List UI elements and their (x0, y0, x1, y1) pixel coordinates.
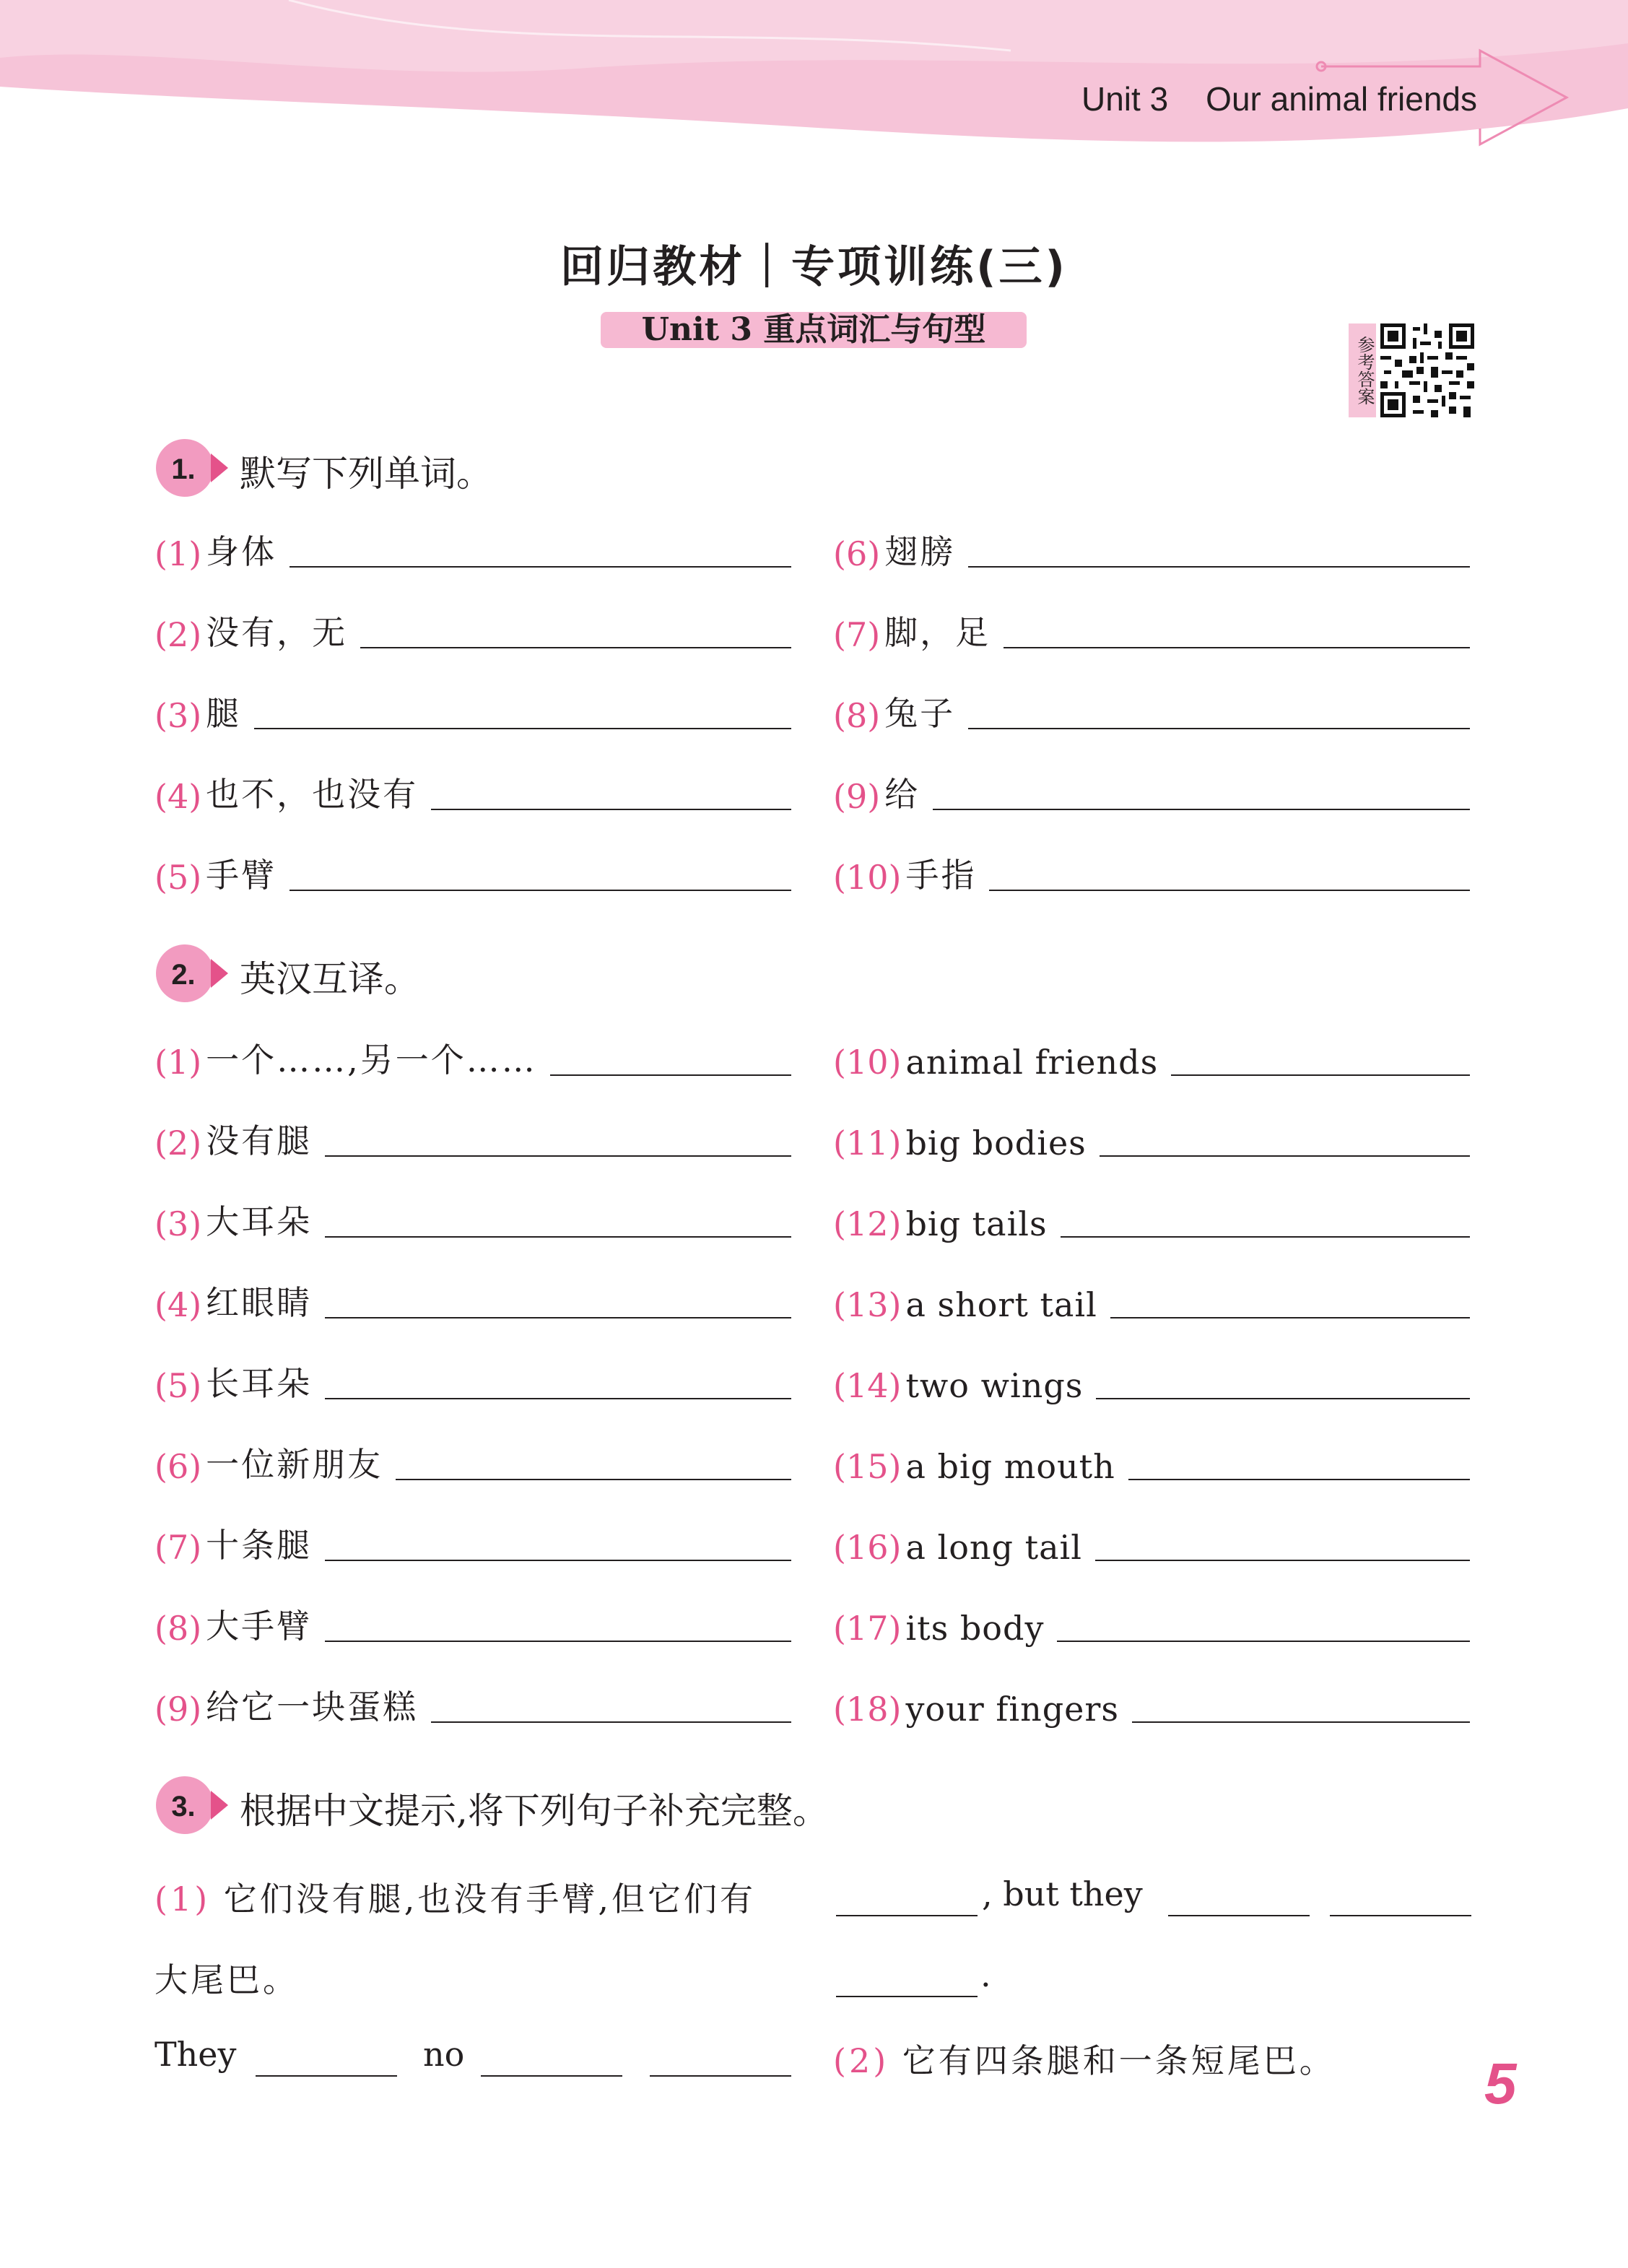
item-number: (6) (833, 534, 881, 573)
s1-item-10 (833, 853, 1470, 897)
s1-item-7 (833, 611, 1470, 654)
item-number: (12) (833, 1204, 902, 1243)
item-prompt: 手指 (905, 856, 977, 895)
item-number: (9) (833, 777, 881, 816)
item-prompt: 身体 (206, 532, 277, 571)
answer-line[interactable] (1132, 1721, 1470, 1723)
item-number: (8) (154, 1609, 202, 1648)
qr-code-icon[interactable] (1380, 323, 1474, 417)
answer-line[interactable] (1061, 1236, 1470, 1238)
item-prompt: a long tail (905, 1528, 1082, 1567)
s3-q1-blank-4[interactable] (836, 1915, 978, 1916)
item-number: (8) (833, 696, 881, 735)
item-prompt: 给 (884, 775, 920, 814)
item-prompt: its body (905, 1609, 1045, 1648)
s2-item-7 (154, 1524, 791, 1567)
s2-item-18 (833, 1685, 1470, 1729)
answer-line[interactable] (1095, 1560, 1470, 1561)
answer-line[interactable] (325, 1317, 791, 1318)
item-number: (7) (833, 615, 881, 654)
answer-line[interactable] (989, 890, 1470, 891)
item-prompt: a short tail (905, 1285, 1097, 1324)
item-number: (2) (833, 2041, 889, 2080)
item-number: (1) (154, 1043, 202, 1082)
s3-q1-they: They (154, 2035, 237, 2074)
section-1-instruction: 默写下列单词。 (240, 453, 492, 495)
s3-q1-no: no (423, 2035, 465, 2074)
s1-item-8 (833, 692, 1470, 735)
answer-line[interactable] (1100, 1155, 1470, 1157)
item-prompt: big tails (905, 1204, 1048, 1243)
item-number: (6) (154, 1447, 202, 1486)
item-prompt: 兔子 (884, 694, 956, 733)
section-1-badge (154, 438, 230, 498)
answer-line[interactable] (325, 1560, 791, 1561)
item-prompt: 没有，无 (206, 613, 348, 652)
item-number: (2) (154, 1124, 202, 1163)
s2-item-3 (154, 1200, 791, 1243)
answer-line[interactable] (431, 1721, 791, 1723)
item-number: (5) (154, 858, 202, 897)
section-1-number: 1. (171, 453, 196, 485)
answer-line[interactable] (360, 647, 791, 648)
item-prompt: your fingers (905, 1690, 1119, 1729)
item-number: (11) (833, 1124, 902, 1163)
item-prompt: animal friends (905, 1043, 1159, 1082)
s3-q1-blank-6[interactable] (1330, 1915, 1471, 1916)
item-number: (13) (833, 1285, 902, 1324)
header-band (0, 0, 1628, 155)
item-prompt: 红眼睛 (206, 1283, 313, 1322)
s2-item-10 (833, 1038, 1470, 1082)
answer-line[interactable] (1057, 1641, 1470, 1642)
s1-item-6 (833, 530, 1470, 573)
item-number: (7) (154, 1528, 202, 1567)
answer-line[interactable] (1110, 1317, 1470, 1318)
s2-item-16 (833, 1524, 1470, 1567)
header-unit-topic: Our animal friends (1206, 80, 1477, 118)
s2-item-9 (154, 1685, 791, 1729)
section-2-instruction: 英汉互译。 (240, 958, 420, 1000)
item-prompt: 长耳朵 (206, 1364, 313, 1403)
s2-item-4 (154, 1281, 791, 1324)
item-prompt: 脚，足 (884, 613, 991, 652)
s3-q1-blank-5[interactable] (1168, 1915, 1310, 1916)
item-number: (4) (154, 1285, 202, 1324)
s3-q2-cn: 它有四条腿和一条短尾巴。 (902, 2041, 1336, 2080)
item-number: (4) (154, 777, 202, 816)
s3-q1-cn-line1: 它们没有腿,也没有手臂,但它们有 (223, 1880, 757, 1919)
answer-label: 参考答案 (1349, 323, 1376, 417)
item-number: (1) (154, 1880, 211, 1919)
s1-item-4 (154, 773, 791, 816)
s3-q1-blank-3[interactable] (650, 2075, 791, 2077)
answer-line[interactable] (550, 1074, 791, 1076)
section-2-number: 2. (171, 959, 196, 991)
s1-item-5 (154, 853, 791, 897)
page-title: 回归教材｜专项训练(三) (560, 242, 1068, 292)
s2-item-17 (833, 1604, 1470, 1648)
item-number: (9) (154, 1690, 202, 1729)
answer-line[interactable] (325, 1398, 791, 1399)
subtitle-pill: Unit 3 重点词汇与句型 (601, 312, 1027, 348)
item-prompt: 一个……,另一个…… (206, 1040, 537, 1079)
s1-item-2 (154, 611, 791, 654)
answer-line[interactable] (1096, 1398, 1470, 1399)
s2-item-5 (154, 1362, 791, 1405)
s3-q1-period: . (980, 1955, 991, 1994)
item-number: (2) (154, 615, 202, 654)
answer-line[interactable] (290, 566, 791, 568)
s2-item-8 (154, 1604, 791, 1648)
answer-line[interactable] (325, 1641, 791, 1642)
section-3-number: 3. (171, 1791, 196, 1822)
s2-item-11 (833, 1119, 1470, 1163)
item-number: (1) (154, 534, 202, 573)
s3-q1-but-they: , but they (982, 1874, 1143, 1913)
item-number: (16) (833, 1528, 902, 1567)
item-prompt: 手臂 (206, 856, 277, 895)
answer-line[interactable] (933, 809, 1470, 810)
item-number: (17) (833, 1609, 902, 1648)
s2-item-15 (833, 1443, 1470, 1486)
answer-line[interactable] (325, 1236, 791, 1238)
s2-item-13 (833, 1281, 1470, 1324)
answer-line[interactable] (396, 1479, 791, 1480)
section-2-badge (154, 943, 230, 1004)
section-3-instruction: 根据中文提示,将下列句子补充完整。 (240, 1790, 829, 1832)
answer-line[interactable] (968, 728, 1470, 729)
s1-item-9 (833, 773, 1470, 816)
item-prompt: 一位新朋友 (206, 1445, 383, 1484)
item-prompt: 翅膀 (884, 532, 956, 571)
answer-line[interactable] (1171, 1074, 1470, 1076)
s3-q1-blank-2[interactable] (481, 2075, 622, 2077)
s3-q2 (833, 2035, 1336, 2082)
item-prompt: 大手臂 (206, 1607, 313, 1646)
item-number: (14) (833, 1366, 902, 1405)
item-number: (5) (154, 1366, 202, 1405)
s2-item-1 (154, 1038, 791, 1082)
item-number: (3) (154, 1204, 202, 1243)
s2-item-2 (154, 1119, 791, 1163)
s2-item-14 (833, 1362, 1470, 1405)
header-unit-title (1081, 79, 1477, 118)
item-number: (10) (833, 1043, 902, 1082)
item-prompt: big bodies (905, 1124, 1087, 1163)
item-number: (3) (154, 696, 202, 735)
s1-item-3 (154, 692, 791, 735)
s2-item-12 (833, 1200, 1470, 1243)
answer-line[interactable] (968, 566, 1470, 568)
item-prompt: 给它一块蛋糕 (206, 1687, 419, 1726)
page-number: 5 (1484, 2051, 1517, 2116)
item-prompt: 也不，也没有 (206, 775, 419, 814)
header-unit-number: Unit 3 (1081, 80, 1169, 118)
section-3-badge (154, 1775, 230, 1835)
s3-q1-blank-1[interactable] (256, 2075, 397, 2077)
item-number: (18) (833, 1690, 902, 1729)
answer-line[interactable] (325, 1155, 791, 1157)
s3-q1-line1 (154, 1873, 756, 1921)
item-prompt: two wings (905, 1366, 1084, 1405)
s2-item-6 (154, 1443, 791, 1486)
s1-item-1 (154, 530, 791, 573)
item-number: (10) (833, 858, 902, 897)
item-prompt: 大耳朵 (206, 1202, 313, 1241)
item-prompt: 腿 (206, 694, 242, 733)
s3-q1-line2: 大尾巴。 (154, 1960, 299, 1999)
s3-q1-blank-7[interactable] (836, 1996, 978, 1997)
item-prompt: 没有腿 (206, 1121, 313, 1160)
item-number: (15) (833, 1447, 902, 1486)
answer-line[interactable] (290, 890, 791, 891)
answer-line[interactable] (254, 728, 791, 729)
answer-line[interactable] (1004, 647, 1470, 648)
answer-line[interactable] (431, 809, 791, 810)
item-prompt: 十条腿 (206, 1526, 313, 1565)
answer-line[interactable] (1128, 1479, 1470, 1480)
item-prompt: a big mouth (905, 1447, 1115, 1486)
